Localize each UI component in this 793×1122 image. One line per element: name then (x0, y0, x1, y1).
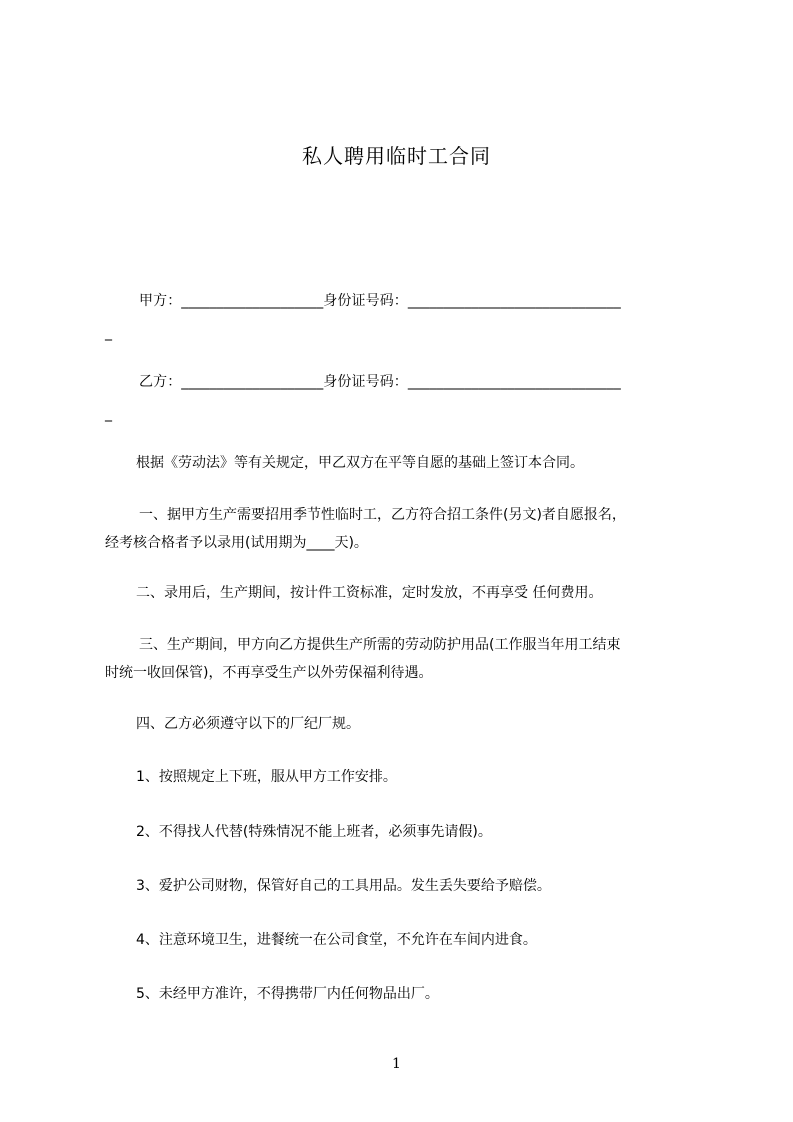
rule-item: 2、不得找人代替(特殊情况不能上班者，必须事先请假)。 (136, 824, 492, 840)
party-b-line-continuation: _ (105, 406, 112, 422)
clause-2-paragraph: 二、录用后，生产期间，按计件工资标准，定时发放，不再享受 任何费用。 (136, 585, 603, 601)
clause-1-line-1: 一、据甲方生产需要招用季节性临时工，乙方符合招工条件(另文)者自愿报名， (139, 507, 626, 523)
clause-3-line-2: 时统一收回保管)，不再享受生产以外劳保福利待遇。 (105, 665, 433, 681)
intro-paragraph: 根据《劳动法》等有关规定，甲乙双方在平等自愿的基础上签订本合同。 (136, 455, 584, 471)
clause-4-paragraph: 四、乙方必须遵守以下的厂纪厂规。 (136, 716, 360, 732)
party-b-line: 乙方：____________________身份证号码：______________________________ (139, 374, 621, 390)
clause-1-line-2: 经考核合格者予以录用(试用期为____天)。 (105, 535, 368, 551)
party-a-line: 甲方：____________________身份证号码：______________________________ (139, 293, 621, 309)
clause-3-line-1: 三、生产期间，甲方向乙方提供生产所需的劳动防护用品(工作服当年用工结束 (139, 637, 621, 653)
rule-item: 4、注意环境卫生，进餐统一在公司食堂，不允许在车间内进食。 (136, 932, 537, 948)
party-a-line-continuation: _ (105, 325, 112, 341)
rule-item: 3、爱护公司财物，保管好自己的工具用品。发生丢失要给予赔偿。 (136, 878, 551, 894)
rule-item: 5、未经甲方准许，不得携带厂内任何物品出厂。 (136, 986, 439, 1002)
contract-title: 私人聘用临时工合同 (302, 144, 491, 168)
page-number: 1 (392, 1056, 401, 1072)
rule-item: 1、按照规定上下班，服从甲方工作安排。 (136, 769, 397, 785)
